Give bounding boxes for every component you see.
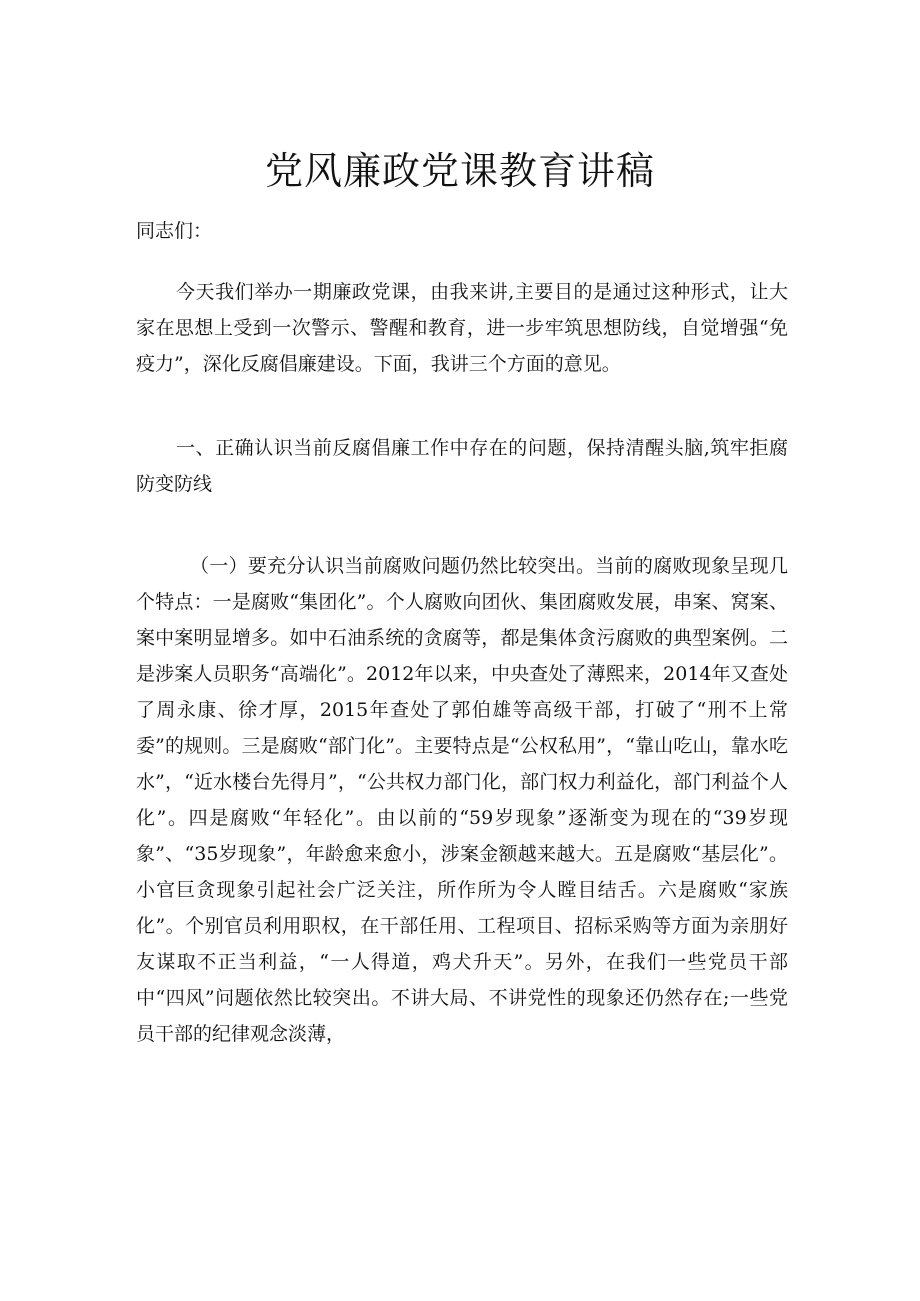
section-heading-1: 一、正确认识当前反腐倡廉工作中存在的问题，保持清醒头脑,筑牢拒腐防变防线 — [136, 437, 788, 495]
paragraph-intro: 今天我们举办一期廉政党课，由我来讲,主要目的是通过这种形式，让大家在思想上受到一次警示、警醒和教育，进一步牢筑思想防线，自觉增强“免疫力”，深化反腐倡廉建设。下面，我讲三个方面的意见。 — [136, 281, 788, 375]
paragraph-subsection-1: （一）要充分认识当前腐败问题仍然比较突出。当前的腐败现象呈现几个特点：一是腐败“集团化”。个人腐败向团伙、集团腐败发展，串案、窝案、案中案明显增多。如中石油系统的贪腐等，都是集体贪污腐败的典型案例。二是涉案人员职务“高端化”。2012年以来，中央查处了薄熙来，2014年又查处了周永康、徐才厚，2015年查处了郭伯雄等高级干部，打破了“刑不上常委”的规则。三是腐败“部门化”。主要特点是“公权私用”，“靠山吃山，靠水吃水”，“近水楼台先得月”，“公共权力部门化，部门权力利益化，部门利益个人化”。四是腐败“年轻化”。由以前的“59岁现象”逐渐变为现在的“39岁现象”、“35岁现象”，年龄愈来愈小，涉案金额越来越大。五是腐败“基层化”。小官巨贪现象引起社会广泛关注，所作所为令人瞠目结舌。六是腐败“家族化”。个别官员利用职权，在干部任用、工程项目、招标采购等方面为亲朋好友谋取不正当利益，“一人得道，鸡犬升天”。另外，在我们一些党员干部中“四风”问题依然比较突出。不讲大局、不讲党性的现象还仍然存在;一些党员干部的纪律观念淡薄， — [136, 555, 788, 1045]
salutation: 同志们： — [136, 220, 213, 242]
document-title: 党风廉政党课教育讲稿 — [264, 149, 655, 193]
